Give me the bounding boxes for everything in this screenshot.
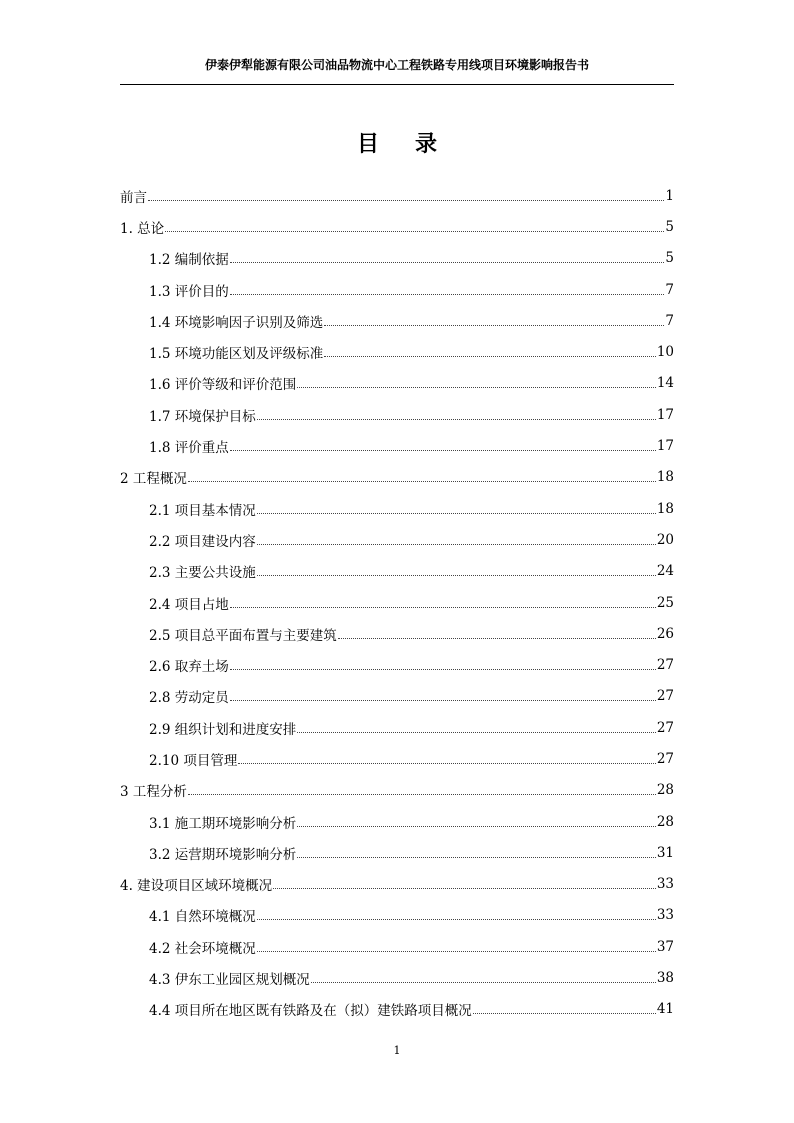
toc-leader-dots — [165, 216, 664, 232]
toc-entry[interactable] — [120, 305, 674, 336]
table-of-contents — [120, 180, 674, 1025]
toc-entry-page: 38 — [656, 970, 674, 987]
toc-entry-page: 14 — [656, 375, 674, 392]
toc-entry-label: 1.7 环境保护目标 — [149, 408, 256, 425]
toc-entry-label: 1.3 评价目的 — [149, 283, 229, 300]
toc-entry-page: 17 — [656, 406, 674, 423]
toc-leader-dots — [238, 748, 655, 764]
toc-entry-page: 33 — [656, 876, 674, 893]
toc-entry-label: 1.2 编制依据 — [149, 252, 229, 269]
toc-entry[interactable] — [120, 869, 674, 900]
toc-entry-page: 31 — [656, 844, 674, 861]
toc-entry-label: 4.2 社会环境概况 — [149, 940, 256, 957]
toc-entry-page: 27 — [656, 688, 674, 705]
toc-leader-dots — [311, 967, 656, 983]
toc-entry[interactable] — [120, 681, 674, 712]
toc-entry-page: 5 — [665, 250, 674, 267]
toc-entry-page: 17 — [656, 438, 674, 455]
toc-entry[interactable] — [120, 462, 674, 493]
toc-entry-label: 1. 总论 — [120, 220, 165, 237]
toc-entry-label: 2.5 项目总平面布置与主要建筑 — [149, 627, 337, 644]
toc-entry[interactable] — [120, 524, 674, 555]
toc-leader-dots — [230, 435, 656, 451]
toc-entry-page: 26 — [656, 625, 674, 642]
toc-entry[interactable] — [120, 994, 674, 1025]
toc-entry[interactable] — [120, 180, 674, 211]
toc-entry-page: 24 — [656, 563, 674, 580]
toc-entry-page: 25 — [656, 594, 674, 611]
toc-leader-dots — [188, 779, 656, 795]
toc-leader-dots — [297, 372, 656, 388]
toc-leader-dots — [297, 717, 656, 733]
toc-entry[interactable] — [120, 712, 674, 743]
toc-entry-page: 28 — [656, 813, 674, 830]
toc-entry-page: 27 — [656, 750, 674, 767]
toc-leader-dots — [257, 498, 656, 514]
toc-leader-dots — [230, 279, 665, 295]
toc-entry-label: 1.5 环境功能区划及评级标准 — [149, 346, 324, 363]
toc-entry[interactable] — [120, 368, 674, 399]
toc-entry-page: 27 — [656, 719, 674, 736]
toc-entry-label: 2.4 项目占地 — [149, 596, 229, 613]
toc-entry-label: 4.3 伊东工业园区规划概况 — [149, 972, 310, 989]
toc-leader-dots — [473, 998, 656, 1014]
toc-leader-dots — [230, 654, 656, 670]
toc-leader-dots — [230, 685, 656, 701]
toc-entry-page: 28 — [656, 782, 674, 799]
toc-entry[interactable] — [120, 243, 674, 274]
toc-entry[interactable] — [120, 649, 674, 680]
page-number: 1 — [393, 1044, 401, 1057]
toc-entry-label: 4.4 项目所在地区既有铁路及在（拟）建铁路项目概况 — [149, 1003, 472, 1020]
toc-entry-page: 27 — [656, 657, 674, 674]
toc-leader-dots — [324, 310, 664, 326]
toc-entry-label: 1.6 评价等级和评价范围 — [149, 377, 297, 394]
toc-leader-dots — [257, 404, 656, 420]
toc-leader-dots — [257, 936, 656, 952]
toc-entry-page: 5 — [665, 218, 674, 235]
toc-leader-dots — [338, 623, 656, 639]
toc-leader-dots — [257, 904, 656, 920]
toc-leader-dots — [257, 560, 656, 576]
toc-entry-page: 20 — [656, 531, 674, 548]
toc-entry[interactable] — [120, 806, 674, 837]
toc-entry-label: 2.2 项目建设内容 — [149, 533, 256, 550]
toc-entry-label: 2.9 组织计划和进度安排 — [149, 721, 297, 738]
toc-leader-dots — [273, 873, 656, 889]
toc-entry-label: 2.3 主要公共设施 — [149, 565, 256, 582]
toc-entry[interactable] — [120, 556, 674, 587]
toc-entry-page: 1 — [665, 187, 674, 204]
toc-entry-label: 4.1 自然环境概况 — [149, 909, 256, 926]
toc-entry-page: 7 — [665, 281, 674, 298]
toc-entry-label: 前言 — [120, 189, 147, 206]
toc-entry-page: 33 — [656, 907, 674, 924]
toc-entry[interactable] — [120, 900, 674, 931]
toc-entry[interactable] — [120, 399, 674, 430]
toc-entry-page: 41 — [656, 1001, 674, 1018]
toc-entry[interactable] — [120, 211, 674, 242]
toc-leader-dots — [230, 592, 656, 608]
toc-entry-page: 10 — [656, 344, 674, 361]
toc-entry[interactable] — [120, 931, 674, 962]
running-header: 伊泰伊犁能源有限公司油品物流中心工程铁路专用线项目环境影响报告书 — [204, 58, 589, 72]
toc-entry-label: 3.1 施工期环境影响分析 — [149, 815, 297, 832]
toc-entry-page: 37 — [656, 938, 674, 955]
toc-entry-label: 1.4 环境影响因子识别及筛选 — [149, 314, 324, 331]
toc-entry[interactable] — [120, 430, 674, 461]
toc-entry[interactable] — [120, 618, 674, 649]
toc-entry[interactable] — [120, 274, 674, 305]
toc-leader-dots — [257, 529, 656, 545]
toc-entry-label: 2.10 项目管理 — [149, 752, 238, 769]
toc-entry-label: 1.8 评价重点 — [149, 440, 229, 457]
toc-entry[interactable] — [120, 587, 674, 618]
toc-entry-page: 18 — [656, 469, 674, 486]
header-divider — [120, 84, 674, 85]
toc-leader-dots — [324, 341, 656, 357]
toc-entry-label: 2.8 劳动定员 — [149, 690, 229, 707]
toc-leader-dots — [297, 811, 656, 827]
toc-entry-label: 2 工程概况 — [120, 471, 187, 488]
toc-leader-dots — [297, 842, 656, 858]
toc-entry[interactable] — [120, 962, 674, 993]
toc-entry-label: 3 工程分析 — [120, 784, 187, 801]
toc-entry-label: 4. 建设项目区域环境概况 — [120, 878, 273, 895]
toc-entry[interactable] — [120, 837, 674, 868]
toc-leader-dots — [230, 247, 665, 263]
toc-leader-dots — [188, 466, 656, 482]
toc-entry[interactable] — [120, 775, 674, 806]
toc-entry-page: 7 — [665, 312, 674, 329]
toc-entry-label: 2.6 取弃土场 — [149, 659, 229, 676]
toc-entry[interactable] — [120, 336, 674, 367]
toc-entry-page: 18 — [656, 500, 674, 517]
toc-entry-label: 3.2 运营期环境影响分析 — [149, 846, 297, 863]
toc-entry[interactable] — [120, 493, 674, 524]
page-title: 目录 — [356, 132, 473, 157]
toc-entry[interactable] — [120, 743, 674, 774]
toc-leader-dots — [148, 185, 664, 201]
toc-entry-label: 2.1 项目基本情况 — [149, 502, 256, 519]
